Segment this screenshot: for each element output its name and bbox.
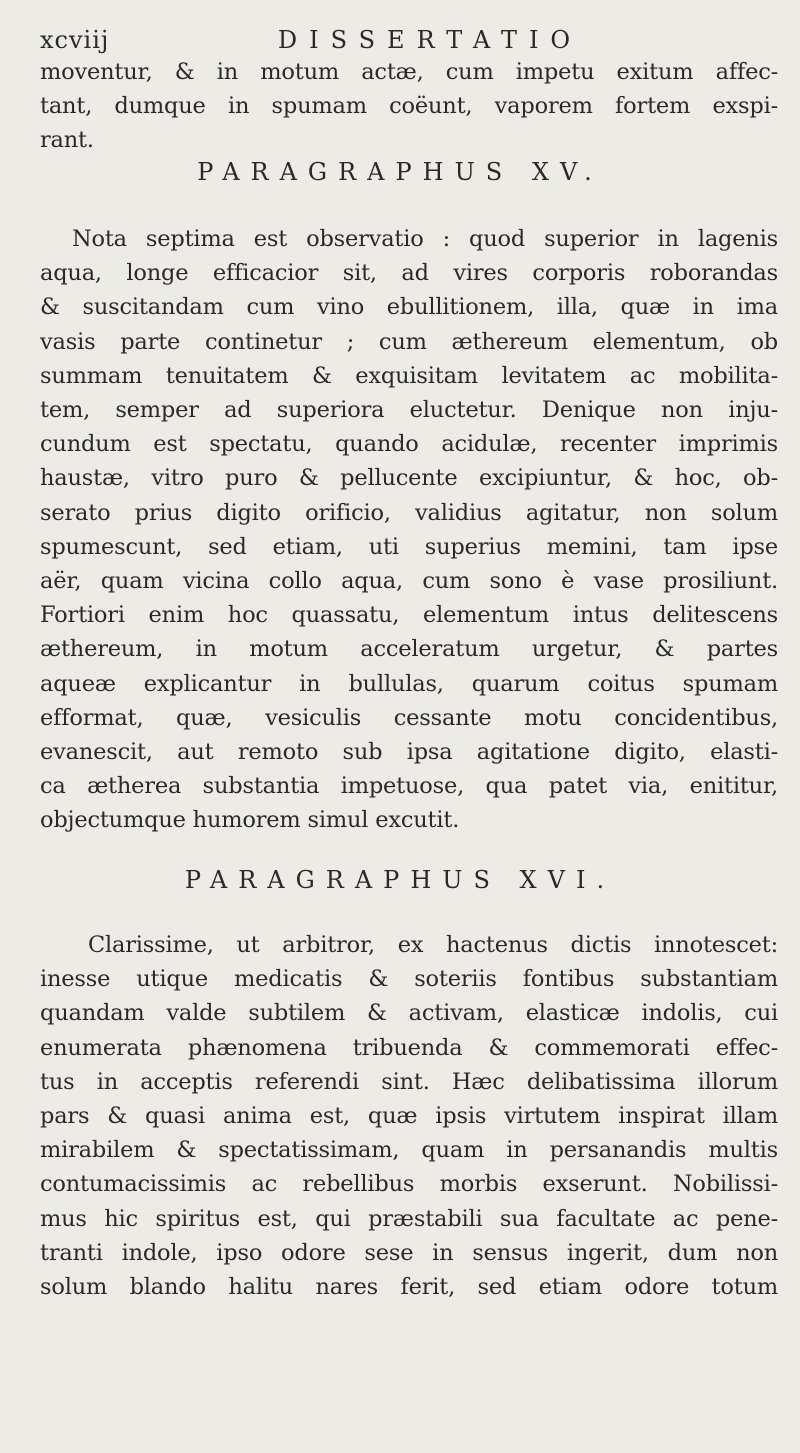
text-line: moventur, & in motum actæ, cum impetu exitum affec- [40, 59, 778, 85]
text-line: aqua, longe efficacior sit, ad vires corporis roborandas [40, 260, 778, 287]
heading-paragraphus-xv: PARAGRAPHUS XV. [197, 158, 603, 186]
text-line: Clarissime, ut arbitror, ex hactenus dictis innotescet: [88, 932, 778, 958]
running-header [40, 22, 780, 58]
page-number: xcviij [40, 26, 110, 54]
text-line: quandam valde subtilem & activam, elasticæ indolis, cui [40, 1000, 778, 1027]
text-line: rant. [40, 127, 94, 153]
text-line: summam tenuitatem & exquisitam levitatem ac mobilita- [40, 362, 778, 389]
text-line: Nota septima est observatio : quod superior in lagenis [72, 226, 778, 252]
text-line: mirabilem & spectatissimam, quam in persanandis multis [40, 1137, 778, 1164]
text-line: serato prius digito orificio, validius agitatur, non solum [40, 499, 778, 526]
text-line: spumescunt, sed etiam, uti superius memini, tam ipse [40, 533, 778, 560]
text-line: tant, dumque in spumam coëunt, vaporem fortem exspi- [40, 93, 778, 119]
text-line: efformat, quæ, vesiculis cessante motu concidentibus, [40, 704, 778, 731]
text-line: aër, quam vicina collo aqua, cum sono è vase prosiliunt. [40, 568, 778, 594]
text-line: evanescit, aut remoto sub ipsa agitatione digito, elasti- [40, 739, 778, 765]
running-title: DISSERTATIO [277, 26, 583, 54]
text-line: Fortiori enim hoc quassatu, elementum intus delitescens [40, 602, 778, 629]
text-line: vasis parte continetur ; cum æthereum elementum, ob [40, 328, 778, 355]
text-line: cundum est spectatu, quando acidulæ, recenter imprimis [40, 431, 778, 458]
text-line: tem, semper ad superiora eluctetur. Denique non inju- [40, 397, 778, 423]
text-line: solum blando halitu nares ferit, sed etiam odore totum [40, 1274, 778, 1300]
text-line: contumacissimis ac rebellibus morbis exserunt. Nobilissi- [40, 1171, 778, 1198]
text-line: tus in acceptis referendi sint. Hæc delibatissima illorum [40, 1068, 778, 1095]
text-line: enumerata phænomena tribuenda & commemorati effec- [40, 1034, 778, 1061]
text-line: & suscitandam cum vino ebullitionem, illa, quæ in ima [40, 294, 778, 321]
text-line: aqueæ explicantur in bullulas, quarum coitus spumam [40, 670, 778, 697]
text-line: pars & quasi anima est, quæ ipsis virtutem inspirat illam [40, 1103, 778, 1129]
text-line: objectumque humorem simul excutit. [40, 807, 460, 834]
heading-paragraphus-xvi: PARAGRAPHUS XVI. [184, 866, 616, 894]
text-line: tranti indole, ipso odore sese in sensus ingerit, dum non [40, 1239, 778, 1266]
text-line: æthereum, in motum acceleratum urgetur, & partes [40, 636, 778, 663]
text-line: mus hic spiritus est, qui præstabili sua facultate ac pene- [40, 1205, 778, 1232]
text-line: haustæ, vitro puro & pellucente excipiuntur, & hoc, ob- [40, 465, 778, 492]
text-line: inesse utique medicatis & soteriis fontibus substantiam [40, 966, 778, 993]
text-line: ca ætherea substantia impetuose, qua patet via, enititur, [40, 773, 778, 800]
